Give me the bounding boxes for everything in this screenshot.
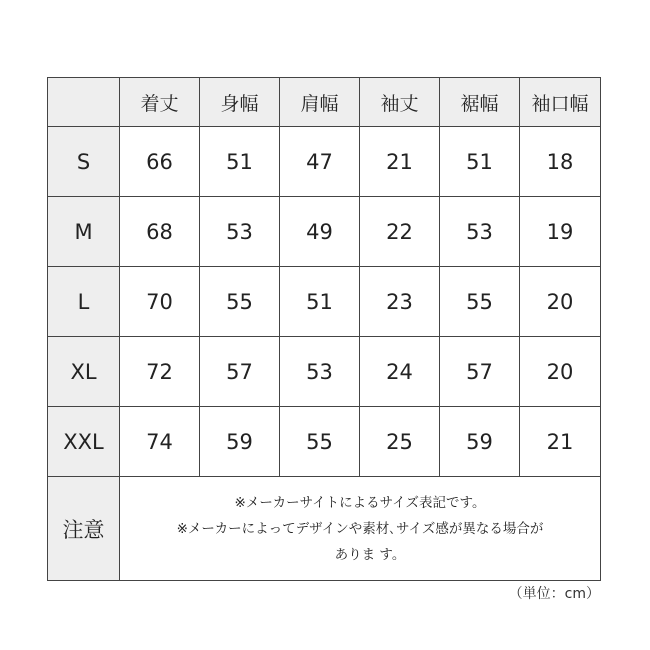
table-cell: 55 (280, 407, 360, 477)
note-line: ※メーカーサイトによるサイズ表記です。 (234, 494, 486, 511)
table-cell: 21 (360, 127, 440, 197)
table-cell: 51 (440, 127, 520, 197)
table-cell: 18 (520, 127, 601, 197)
table-cell: 66 (120, 127, 200, 197)
size-table (47, 77, 601, 581)
table-cell: 20 (520, 267, 601, 337)
table-row-l (48, 267, 601, 337)
table-cell: 70 (120, 267, 200, 337)
table-cell: 53 (280, 337, 360, 407)
unit-label: （単位：cm） (508, 586, 600, 602)
table-cell: 51 (280, 267, 360, 337)
table-cell: 74 (120, 407, 200, 477)
table-cell: 20 (520, 337, 601, 407)
table-row-s (48, 127, 601, 197)
header-shoulder-width: 肩幅 (280, 78, 360, 127)
table-cell: 25 (360, 407, 440, 477)
header-sleeve-length: 袖丈 (360, 78, 440, 127)
size-label: L (48, 267, 120, 337)
table-cell: 55 (200, 267, 280, 337)
table-cell: 23 (360, 267, 440, 337)
table-cell: 51 (200, 127, 280, 197)
table-cell: 47 (280, 127, 360, 197)
note-row (48, 477, 601, 581)
table-cell: 68 (120, 197, 200, 267)
table-row-m (48, 197, 601, 267)
note-cell (120, 477, 601, 581)
size-label: XXL (48, 407, 120, 477)
table-cell: 53 (200, 197, 280, 267)
table-cell: 72 (120, 337, 200, 407)
header-row (48, 78, 601, 127)
header-length: 着丈 (120, 78, 200, 127)
header-corner-cell (48, 78, 120, 127)
size-label: M (48, 197, 120, 267)
table-row-xl (48, 337, 601, 407)
table-cell: 49 (280, 197, 360, 267)
table-cell: 24 (360, 337, 440, 407)
note-line: ありま す。 (334, 546, 406, 563)
note-label: 注意 (48, 477, 120, 581)
header-cuff-width: 袖口幅 (520, 78, 601, 127)
table-cell: 57 (200, 337, 280, 407)
table-cell: 59 (200, 407, 280, 477)
header-body-width: 身幅 (200, 78, 280, 127)
note-line: ※メーカーによってデザインや素材､サイズ感が異なる場合が (176, 520, 544, 537)
size-label: XL (48, 337, 120, 407)
table-cell: 19 (520, 197, 601, 267)
table-cell: 57 (440, 337, 520, 407)
size-label: S (48, 127, 120, 197)
table-row-xxl (48, 407, 601, 477)
header-hem-width: 裾幅 (440, 78, 520, 127)
table-cell: 21 (520, 407, 601, 477)
table-cell: 55 (440, 267, 520, 337)
table-cell: 59 (440, 407, 520, 477)
table-cell: 22 (360, 197, 440, 267)
table-cell: 53 (440, 197, 520, 267)
